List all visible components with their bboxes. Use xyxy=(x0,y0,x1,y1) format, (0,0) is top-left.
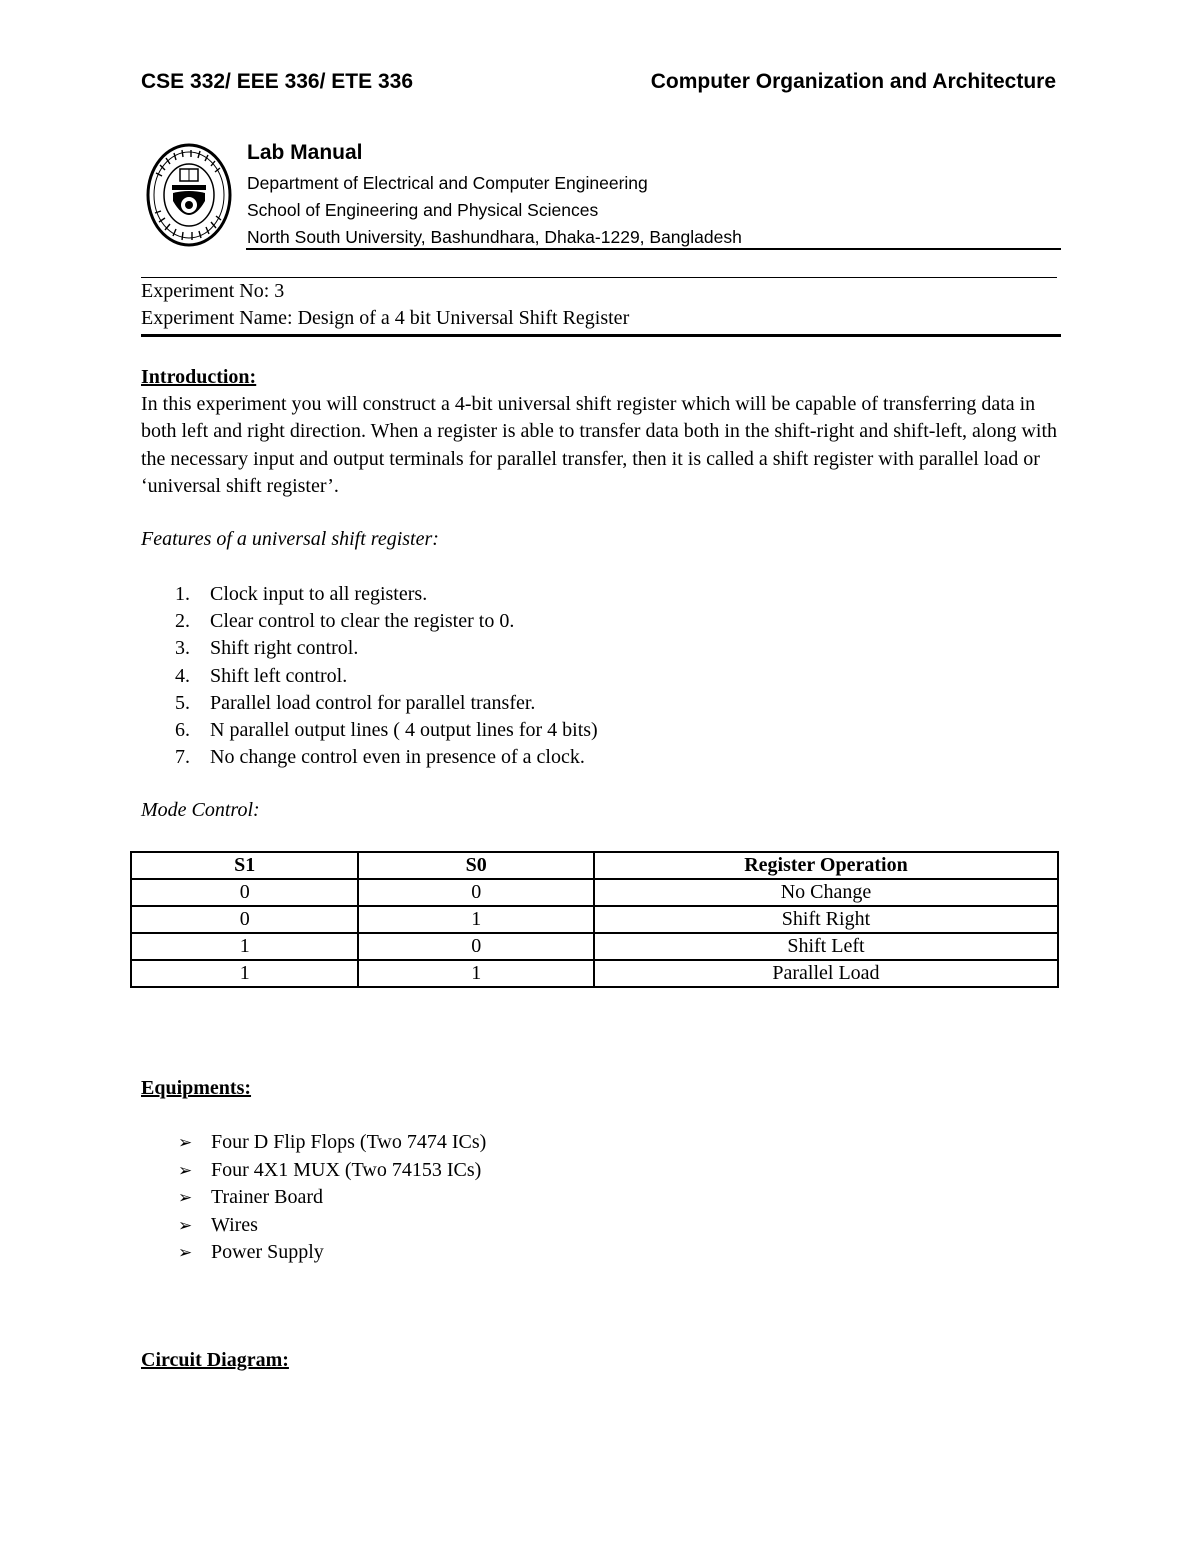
table-cell: 0 xyxy=(131,906,358,933)
course-title: Computer Organization and Architecture xyxy=(650,70,1056,93)
table-cell: 0 xyxy=(131,879,358,906)
table-cell: 0 xyxy=(358,933,593,960)
table-row xyxy=(131,879,1058,906)
department-line: Department of Electrical and Computer Engineering xyxy=(247,173,648,193)
list-item: ➢ Power Supply xyxy=(178,1239,486,1267)
table-cell: 1 xyxy=(131,933,358,960)
equipments-list xyxy=(178,1129,486,1267)
course-code: CSE 332/ EEE 336/ ETE 336 xyxy=(141,70,413,93)
table-cell: 1 xyxy=(358,960,593,987)
features-heading: Features of a universal shift register: xyxy=(141,528,439,550)
arrow-bullet-icon: ➢ xyxy=(178,1160,193,1180)
experiment-name: Experiment Name: Design of a 4 bit Universal Shift Register xyxy=(141,307,630,329)
arrow-bullet-icon: ➢ xyxy=(178,1215,193,1235)
list-item: ➢ Trainer Board xyxy=(178,1184,486,1212)
table-row xyxy=(131,933,1058,960)
experiment-top-divider xyxy=(141,277,1057,278)
mode-control-heading: Mode Control: xyxy=(141,799,260,821)
table-cell: Shift Right xyxy=(594,906,1058,933)
list-item: 1. Clock input to all registers. xyxy=(175,583,428,605)
university-seal-icon xyxy=(146,143,232,247)
experiment-number: Experiment No: 3 xyxy=(141,280,285,302)
arrow-bullet-icon: ➢ xyxy=(178,1188,193,1207)
institution-divider xyxy=(246,248,1061,250)
arrow-bullet-icon: ➢ xyxy=(178,1243,193,1262)
table-cell: 1 xyxy=(131,960,358,987)
equipments-heading: Equipments: xyxy=(141,1077,252,1099)
mode-control-table xyxy=(130,851,1059,988)
column-header: S1 xyxy=(131,852,358,879)
table-row xyxy=(131,960,1058,987)
features-list xyxy=(141,581,598,771)
list-item: 6. N parallel output lines ( 4 output lines for 4 bits) xyxy=(175,718,598,741)
list-item: ➢ Four D Flip Flops (Two 7474 ICs) xyxy=(178,1129,486,1157)
table-cell: 0 xyxy=(358,879,593,906)
introduction-heading: Introduction: xyxy=(141,366,257,388)
list-item: ➢ Wires xyxy=(178,1212,486,1240)
list-item: 5. Parallel load control for parallel transfer. xyxy=(175,691,536,714)
list-item: 4. Shift left control. xyxy=(175,664,348,687)
experiment-bottom-divider xyxy=(141,334,1061,337)
table-cell: No Change xyxy=(594,879,1058,906)
table-cell: Shift Left xyxy=(594,933,1058,960)
table-header-row xyxy=(131,852,1058,879)
table-cell: Parallel Load xyxy=(594,960,1058,987)
lab-manual-title: Lab Manual xyxy=(247,141,363,164)
list-item: 3. Shift right control. xyxy=(175,637,359,660)
arrow-bullet-icon: ➢ xyxy=(178,1133,193,1152)
column-header: S0 xyxy=(358,852,593,879)
list-item: 2. Clear control to clear the register to 0. xyxy=(175,610,515,633)
table-cell: 1 xyxy=(358,906,593,933)
introduction-text: In this experiment you will construct a 4-bit universal shift register which will be capable of transferring data in both left and right direction. When a register is able to transfer data both in the shift-right and shift-left, along with the necessary input and output terminals for parallel transfer, then it is called a shift register with parallel load or ‘universal shift register’. xyxy=(141,393,1058,497)
table-row xyxy=(131,906,1058,933)
university-address-line: North South University, Bashundhara, Dhaka-1229, Bangladesh xyxy=(247,227,742,247)
column-header: Register Operation xyxy=(594,852,1058,879)
list-item: ➢ Four 4X1 MUX (Two 74153 ICs) xyxy=(178,1157,486,1185)
list-item: 7. No change control even in presence of a clock. xyxy=(175,746,585,769)
circuit-diagram-heading: Circuit Diagram: xyxy=(141,1349,289,1371)
school-line: School of Engineering and Physical Sciences xyxy=(247,200,599,220)
